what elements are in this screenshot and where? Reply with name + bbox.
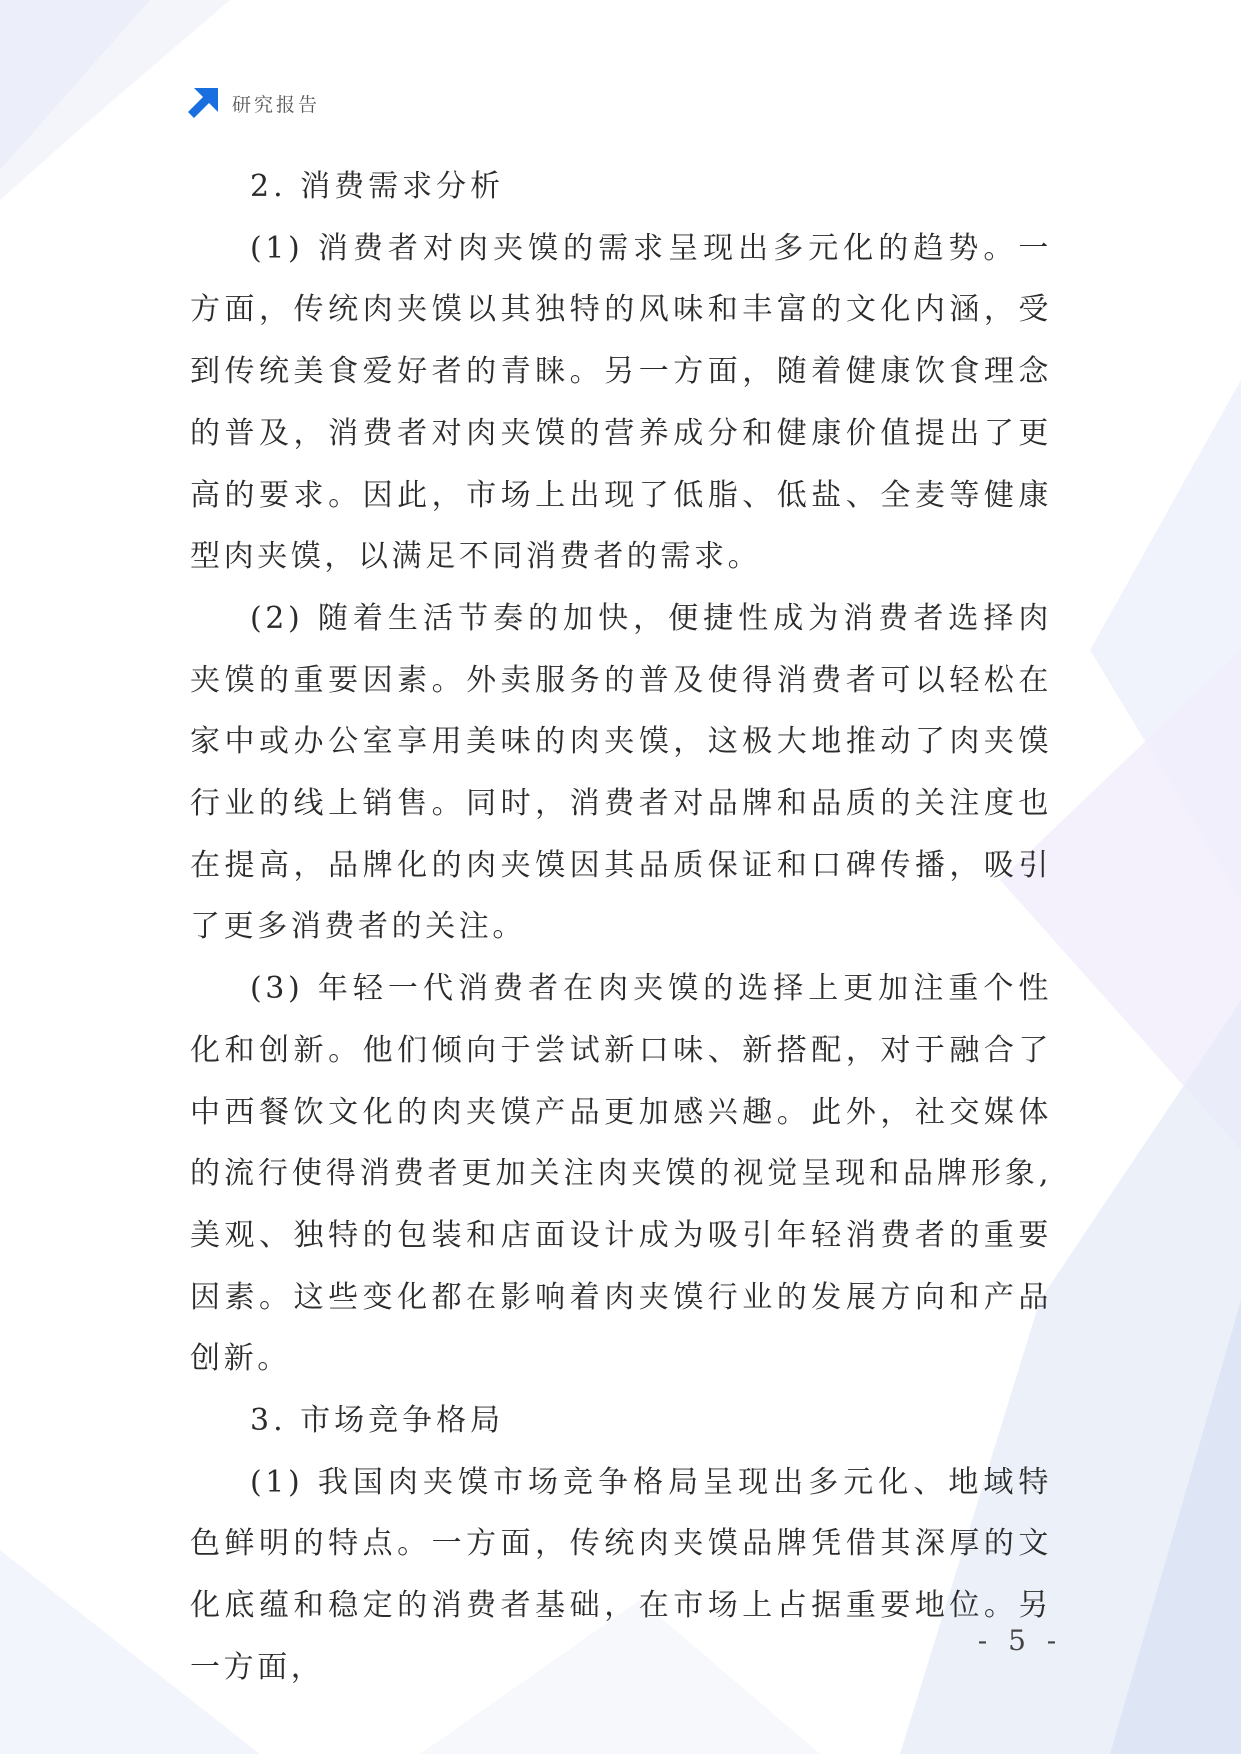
- document-body: [190, 156, 1052, 1699]
- report-header: [186, 86, 320, 120]
- header-title: 研究报告: [232, 93, 321, 116]
- paragraph: (3) 年轻一代消费者在肉夹馍的选择上更加注重个性化和创新。他们倾向于尝试新口味、新搭配，对于融合了中西餐饮文化的肉夹馍产品更加感兴趣。此外，社交媒体的流行使得消费者更加关注肉夹馍的视觉呈现和品牌形象,美观、独特的包装和店面设计成为吸引年轻消费者的重要因素。这些变化都在影响着肉夹馍行业的发展方向和产品创新。: [190, 971, 1052, 1377]
- section-heading: 2. 消费需求分析: [250, 169, 505, 204]
- paragraph: (2) 随着生活节奏的加快，便捷性成为消费者选择肉夹馍的重要因素。外卖服务的普及使得消费者可以轻松在家中或办公室享用美味的肉夹馍，这极大地推动了肉夹馍行业的线上销售。同时，消费者对品牌和品质的关注度也在提高，品牌化的肉夹馍因其品质保证和口碑传播，吸引了更多消费者的关注。: [190, 600, 1052, 945]
- section-heading: 3. 市场竞争格局: [250, 1403, 505, 1439]
- arrow-up-right-icon: [186, 86, 220, 120]
- page-number: - 5 -: [977, 1624, 1063, 1657]
- paragraph: (1) 消费者对肉夹馍的需求呈现出多元化的趋势。一方面，传统肉夹馍以其独特的风味和丰富的文化内涵，受到传统美食爱好者的青睐。另一方面，随着健康饮食理念的普及，消费者对肉夹馍的营养成分和健康价值提出了更高的要求。因此，市场上出现了低脂、低盐、全麦等健康型肉夹馍，以满足不同消费者的需求。: [190, 230, 1052, 575]
- paragraph: (1) 我国肉夹馍市场竞争格局呈现出多元化、地域特色鲜明的特点。一方面，传统肉夹馍品牌凭借其深厚的文化底蕴和稳定的消费者基础，在市场上占据重要地位。另一方面，: [190, 1464, 1052, 1685]
